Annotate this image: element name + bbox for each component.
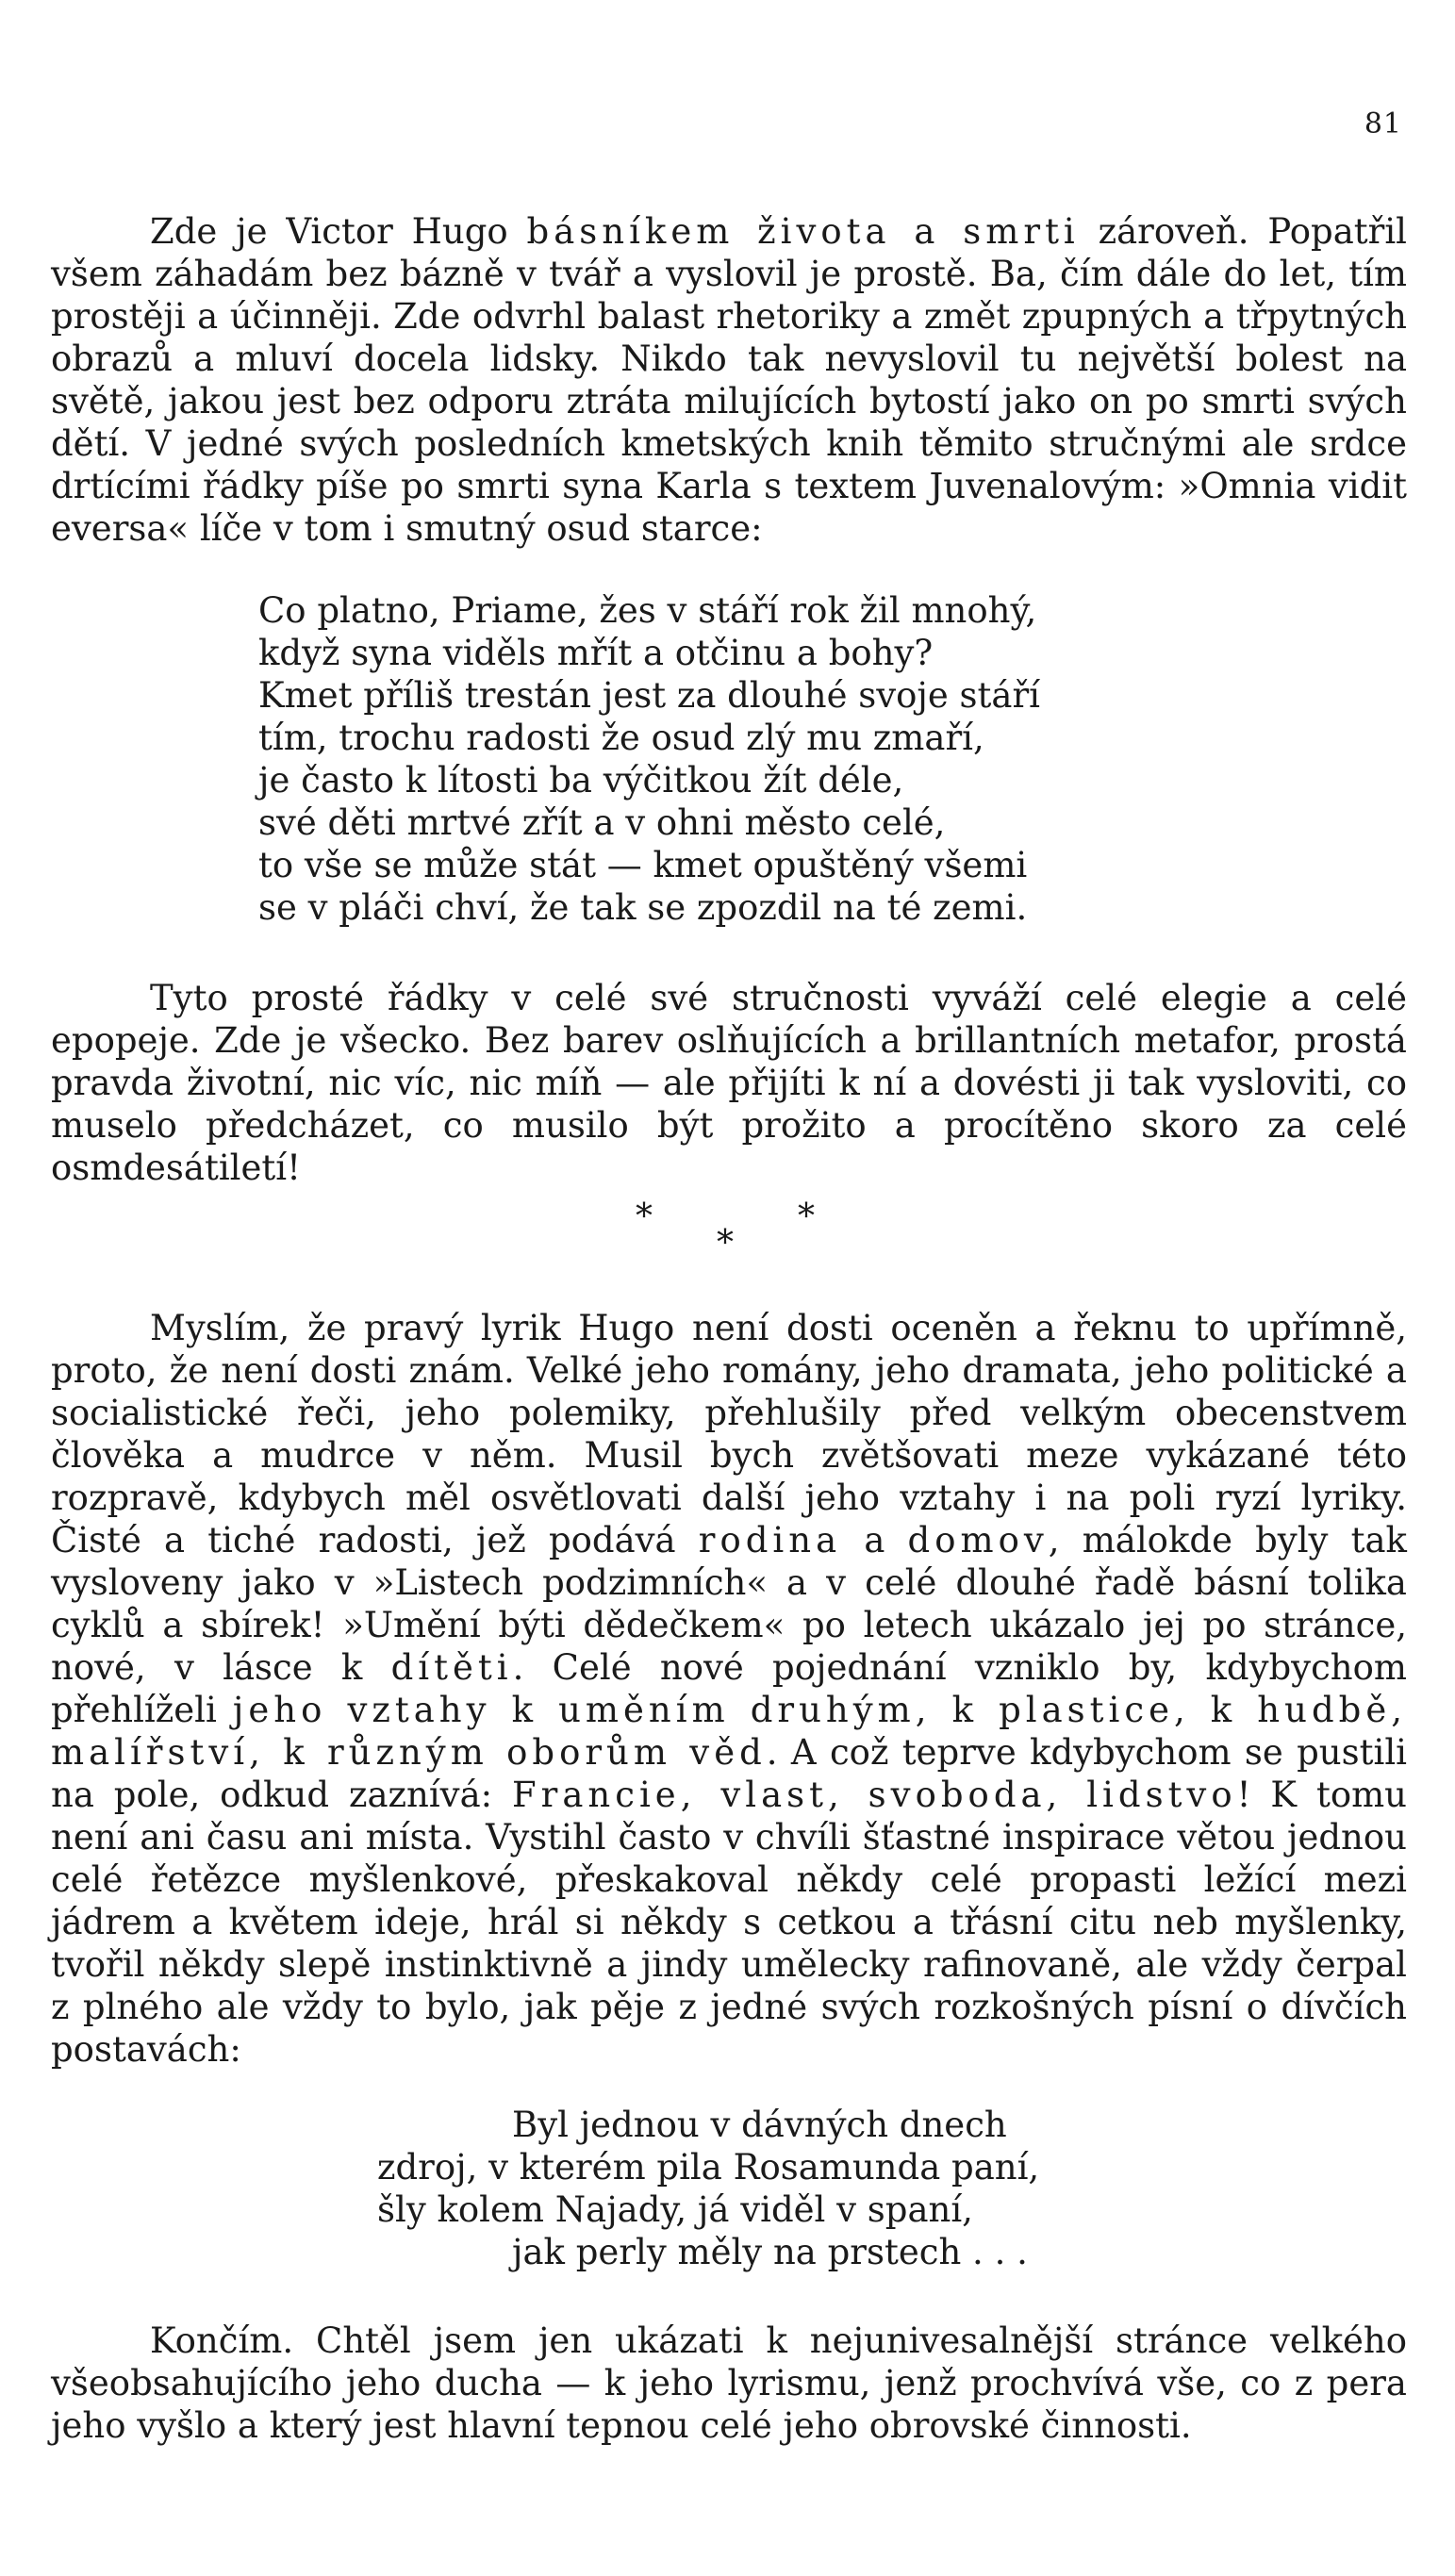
poem-line: se v pláči chví, že tak se zpozdil na té zemi. [258, 887, 1028, 928]
section-separator-asterisks [622, 1197, 830, 1263]
paragraph-lyric: Myslím, že pravý lyrik Hugo není dosti oceněn a řeknu to upřímně, proto, že není dosti znám. Velké jeho romány, jeho dramata, jeho politické a socialistické řeči, jeho polemiky, přehlušily před velkým obecenstvem člověka a mudrce v něm. Musil bych zvětšovati meze vykázané této rozpravě, kdybych měl osvětlovati další jeho vztahy i na poli ryzí lyriky. Čisté a tiché radosti, jež podává rodina a domov, málokde byly tak vysloveny jako v »Listech podzimních« a v celé dlouhé řadě básní tolika cyklů a sbírek! »Umění býti dědečkem« po letech ukázalo jej po stránce, nové, v lásce k dítěti. Celé nové pojednání vzniklo by, kdybychom přehlíželi jeho vztahy k uměním druhým, k plastice, k hudbě, malířství, k různým oborům věd. A což teprve kdybychom se pustili na pole, odkud zaznívá: Francie, vlast, svoboda, lidstvo! K tomu není ani času ani místa. Vystihl často v chvíli šťastné inspirace větou jednou celé řetězce myšlenkové, přeskakoval někdy celé propasti ležící mezi jádrem a květem ideje, hrál si někdy s cetkou a třásní citu neb myšlenky, tvořil někdy slepě instinktivně a jindy umělecky rafinovaně, ale vždy čerpal z plného ale vždy to bylo, jak pěje z jedné svých rozkošných písní o dívčích postavách: [51, 1308, 1408, 2070]
paragraph-conclusion: Končím. Chtěl jsem jen ukázati k nejunivesalnější stránce velkého všeobsahujícího jeho ducha — k jeho lyrismu, jenž prochvívá vše, co z pera jeho vyšlo a který jest hlavní tepnou celé jeho obrovské činnosti. [51, 2320, 1407, 2446]
spaced-emphasis: jeho vztahy k uměním druhým, k plastice, k hudbě, malířství, k různým oborům věd [51, 1690, 1407, 1773]
poem-line: je často k lítosti ba výčitkou žít déle, [258, 760, 904, 801]
asterisk-glyph: * [798, 1197, 815, 1236]
poem-line: své děti mrtvé zřít a v ohni město celé, [258, 802, 946, 843]
poem-priam [258, 589, 1040, 929]
poem-line: šly kolem Najady, já viděl v spaní, [377, 2189, 973, 2230]
poem-line: tím, trochu radosti že osud zlý mu zmaří, [258, 718, 984, 758]
spaced-emphasis: domov [907, 1520, 1049, 1560]
spaced-emphasis: dítěti [390, 1647, 513, 1688]
poem-line: to vše se může stát — kmet opuštěný všemi [258, 845, 1028, 885]
poem-rosamunda [377, 2104, 1039, 2273]
poem-line: Kmet příliš trestán jest za dlouhé svoje stáří [258, 675, 1040, 716]
spaced-emphasis: Francie, vlast, svoboda, lidstvo [512, 1775, 1237, 1815]
poem-line: když syna viděls mřít a otčinu a bohy? [258, 633, 934, 673]
spaced-emphasis: básníkem života a smrti [526, 211, 1080, 252]
paragraph-elegy: Tyto prosté řádky v celé své stručnosti vyváží celé elegie a celé epopeje. Zde je všecko. Bez barev oslňujících a brillantních metafor, prostá pravda životní, nic víc, nic míň — ale přijíti k ní a dovésti ji tak vysloviti, co muselo předcházet, co musilo být prožito a procítěno skoro za celé osmdesátiletí! [51, 978, 1407, 1188]
spaced-emphasis: rodina [698, 1520, 842, 1560]
poem-line: jak perly měly na prstech . . . [512, 2232, 1028, 2272]
poem-line: zdroj, v kterém pila Rosamunda paní, [377, 2147, 1040, 2188]
asterisk-glyph: * [636, 1197, 653, 1236]
paragraph-intro: Zde je Victor Hugo básníkem života a smrti zároveň. Popatřil všem záhadám bez bázně v tvář a vyslovil je prostě. Ba, čím dále do let, tím prostěji a účinněji. Zde odvrhl balast rhetoriky a změt zpupných a třpytných obrazů a mluví docela lidsky. Nikdo tak nevyslovil tu největší bolest na světě, jakou jest bez odporu ztráta milujících bytostí jako on po smrti svých dětí. V jedné svých posledních kmetských knih těmito stručnými ale srdce drtícími řádky píše po smrti syna Karla s textem Juvenalovým: »Omnia vidit eversa« líče v tom i smutný osud starce: [51, 211, 1407, 549]
asterisk-glyph: * [717, 1224, 734, 1263]
poem-line: Byl jednou v dávných dnech [512, 2105, 1007, 2145]
poem-line: Co platno, Priame, žes v stáří rok žil mnohý, [258, 590, 1037, 631]
page-number: 81 [1364, 107, 1402, 140]
